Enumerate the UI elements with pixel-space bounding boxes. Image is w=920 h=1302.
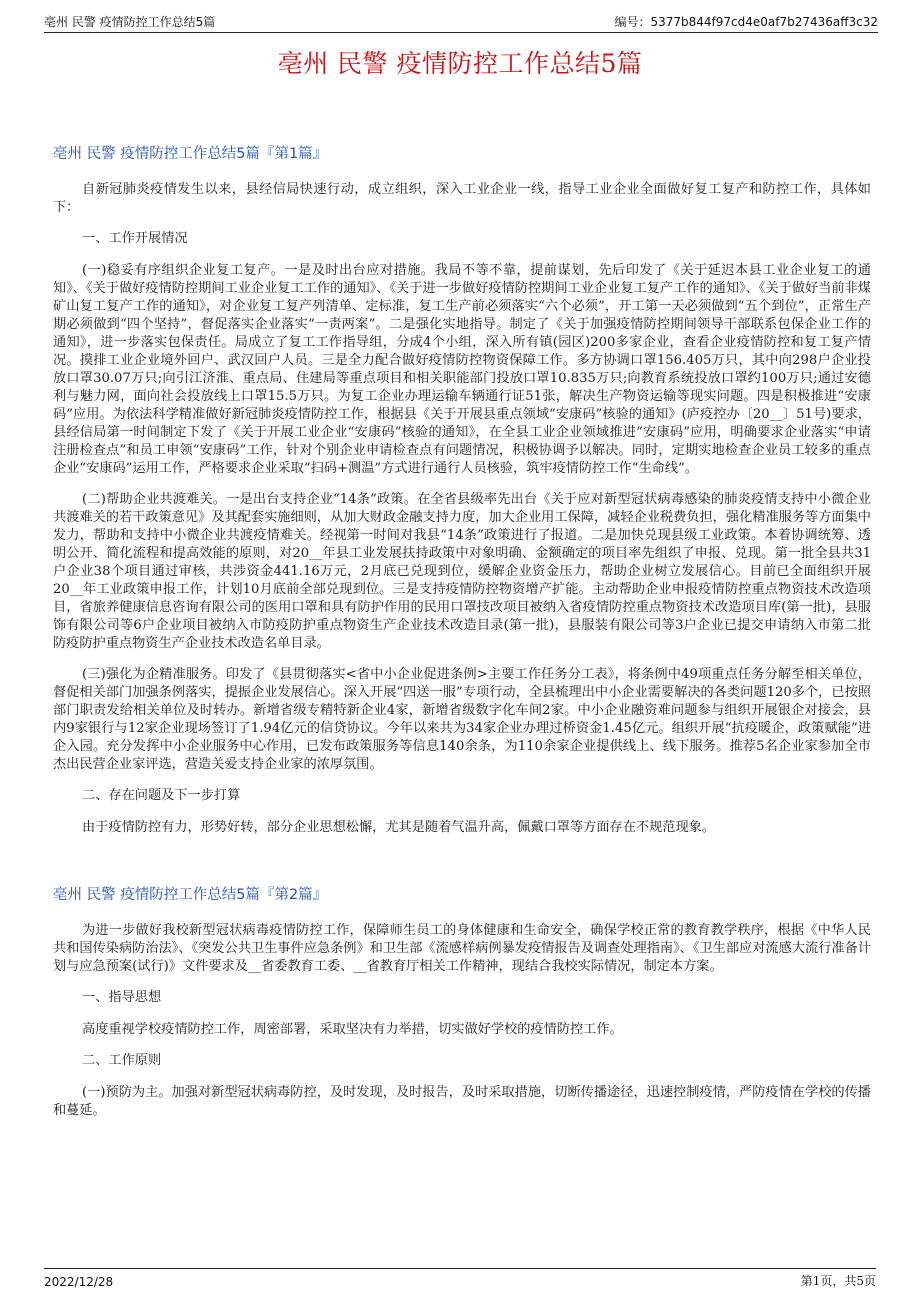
header-doc-name: 亳州 民警 疫情防控工作总结5篇 [44, 14, 216, 29]
document-title: 亳州 民警 疫情防控工作总结5篇 [277, 49, 643, 78]
document-body [53, 145, 871, 1133]
paragraph: 为进一步做好我校新型冠状病毒疫情防控工作，保障师生员工的身体健康和生命安全，确保学校正常的教育教学秩序，根据《中华人民共和国传染病防治法》、《突发公共卫生事件应急条例》和卫生部《流感样病例暴发疫情报告及调查处理指南》、《卫生部应对流感大流行准备计划与应急预案(试行)》文件要求及__省委教育工委、__省教育厅相关工作精神，现结合我校实际情况，制定本方案。 [53, 923, 871, 974]
heading: 二、工作原则 [82, 1053, 162, 1068]
heading: 一、工作开展情况 [82, 231, 188, 246]
page-header [44, 10, 878, 33]
paragraph: (一)预防为主。加强对新型冠状病毒防控，及时发现，及时报告，及时采取措施，切断传播途径，迅速控制疫情，严防疫情在学校的传播和蔓延。 [53, 1085, 871, 1118]
paragraph: (二)帮助企业共渡难关。一是出台支持企业“14条”政策。在全省县级率先出台《关于应对新型冠状病毒感染的肺炎疫情支持中小微企业共渡难关的若干政策意见》及其配套实施细则，从加大财政金融支持力度，加大企业用工保障，减轻企业税费负担，强化精准服务等方面集中发力，帮助和支持中小微企业共渡疫情难关。经视第一时间对我县“14条”政策进行了报道。二是加快兑现县级工业政策。本着协调统筹、透明公开、简化流程和提高效能的原则，对20__年县工业发展扶持政策中对象明确、金额确定的项目率先组织了申报、兑现。第一批全县共31户企业38个项目通过审核，共涉资金441.16万元，2月底已兑现到位，缓解企业资金压力，帮助企业树立发展信心。目前已全面组织开展20__年工业政策申报工作，计划10月底前全部兑现到位。三是支持疫情防控物资增产扩能。主动帮助企业申报疫情防控重点物资技术改造项目，省旅养健康信息咨询有限公司的医用口罩和具有防护作用的民用口罩技改项目被纳入省疫情防控重点物资技术改造项目库(第一批)，县服饰有限公司等6户企业项目被纳入市防疫防护重点物资生产企业技术改造目录(第一批)，县服装有限公司等3户企业已提交申请纳入市第二批防疫防护重点物资生产企业技术改造名单目录。 [53, 492, 871, 651]
heading: 一、指导思想 [82, 990, 162, 1005]
page-number: 第1页，共5页 [800, 1274, 876, 1288]
footer-date: 2022/12/28 [44, 1275, 114, 1289]
paragraph: 由于疫情防控有力，形势好转，部分企业思想松懈，尤其是随着气温升高，佩戴口罩等方面存在不规范现象。 [82, 820, 716, 835]
paragraph: (一)稳妥有序组织企业复工复产。一是及时出台应对措施。我局不等不靠，提前谋划，先后印发了《关于延迟本县工业企业复工的通知》、《关于做好疫情防控期间工业企业复工工作的通知》、《关于进一步做好疫情防控期间工业企业复工复产工作的通知》、《关于做好当前非煤矿山复工复产工作的通知》，对企业复工复产列清单、定标准，复工生产前必须落实“六个必须”，开工第一天必须做到“五个到位”，正常生产期必须做到“四个坚持”，督促落实企业落实“一责两案”。二是强化实地指导。制定了《关于加强疫情防控期间领导干部联系包保企业工作的通知》，进一步落实包保责任。局成立了复工工作指导组，分成4个小组，深入所有镇(园区)200多家企业，查看企业疫情防控和复工复产情况。摸排工业企业境外回户、武汉回户人员。三是全力配合做好疫情防控物资保障工作。多方协调口罩156.405万只，其中向298户企业投放口罩30.07万只;向引江济淮、重点局、住建局等重点项目和相关职能部门投放口罩10.835万只;向教育系统投放口罩约100万只;通过安德利与魅力网，面向社会投放线上口罩15.5万只。为复工企业办理运输车辆通行证51张，解决生产物资运输等现实问题。四是积极推进“安康码”应用。为依法科学精准做好新冠肺炎疫情防控工作，根据县《关于开展县重点领域“安康码”核验的通知》(庐疫控办〔20__〕51号)要求，县经信局第一时间制定下发了《关于开展工业企业“安康码”核验的通知》，在全县工业企业领域推进“安康码”应用，明确要求企业落实“申请注册检查点”和员工申领“安康码”工作，针对个别企业申请检查点有问题情况，积极协调予以解决。同时，定期实地检查企业员工较多的重点企业“安康码”运用工作，严格要求企业采取“扫码+测温”方式进行通行人员核验，筑牢疫情防控工作“生命线”。 [53, 263, 871, 476]
paragraph: 高度重视学校疫情防控工作，周密部署，采取坚决有力举措，切实做好学校的疫情防控工作。 [82, 1022, 623, 1037]
section-1-title: 亳州 民警 疫情防控工作总结5篇『第1篇』 [53, 146, 328, 162]
header-doc-number: 编号：5377b844f97cd4e0af7b27436aff3c32 [614, 14, 878, 29]
paragraph: (三)强化为企精准服务。印发了《县贯彻落实<省中小企业促进条例>主要工作任务分工表》，将条例中49项重点任务分解至相关单位，督促相关部门加强条例落实，提振企业发展信心。深入开展“四送一服”专项行动，全县梳理出中小企业需要解决的各类问题120多个，已按照部门职责发给相关单位及时转办。新增省级专精特新企业4家，新增省级数字化车间2家。中小企业融资难问题参与组织开展银企对接会，县内9家银行与12家企业现场签订了1.94亿元的信贷协议。今年以来共为34家企业办理过桥资金1.45亿元。组织开展“抗疫暖企，政策赋能”进企入园。充分发挥中小企业服务中心作用，已发布政策服务等信息140余条，为110余家企业提供线上、线下服务。推荐5名企业家参加全市杰出民营企业家评选，营造关爱支持企业家的浓厚氛围。 [53, 667, 871, 772]
section-2-title: 亳州 民警 疫情防控工作总结5篇『第2篇』 [53, 887, 328, 903]
heading: 二、存在问题及下一步打算 [82, 788, 241, 803]
paragraph: 自新冠肺炎疫情发生以来，县经信局快速行动，成立组织，深入工业企业一线，指导工业企业全面做好复工复产和防控工作，具体如下： [53, 182, 871, 215]
page-footer [44, 1268, 876, 1289]
